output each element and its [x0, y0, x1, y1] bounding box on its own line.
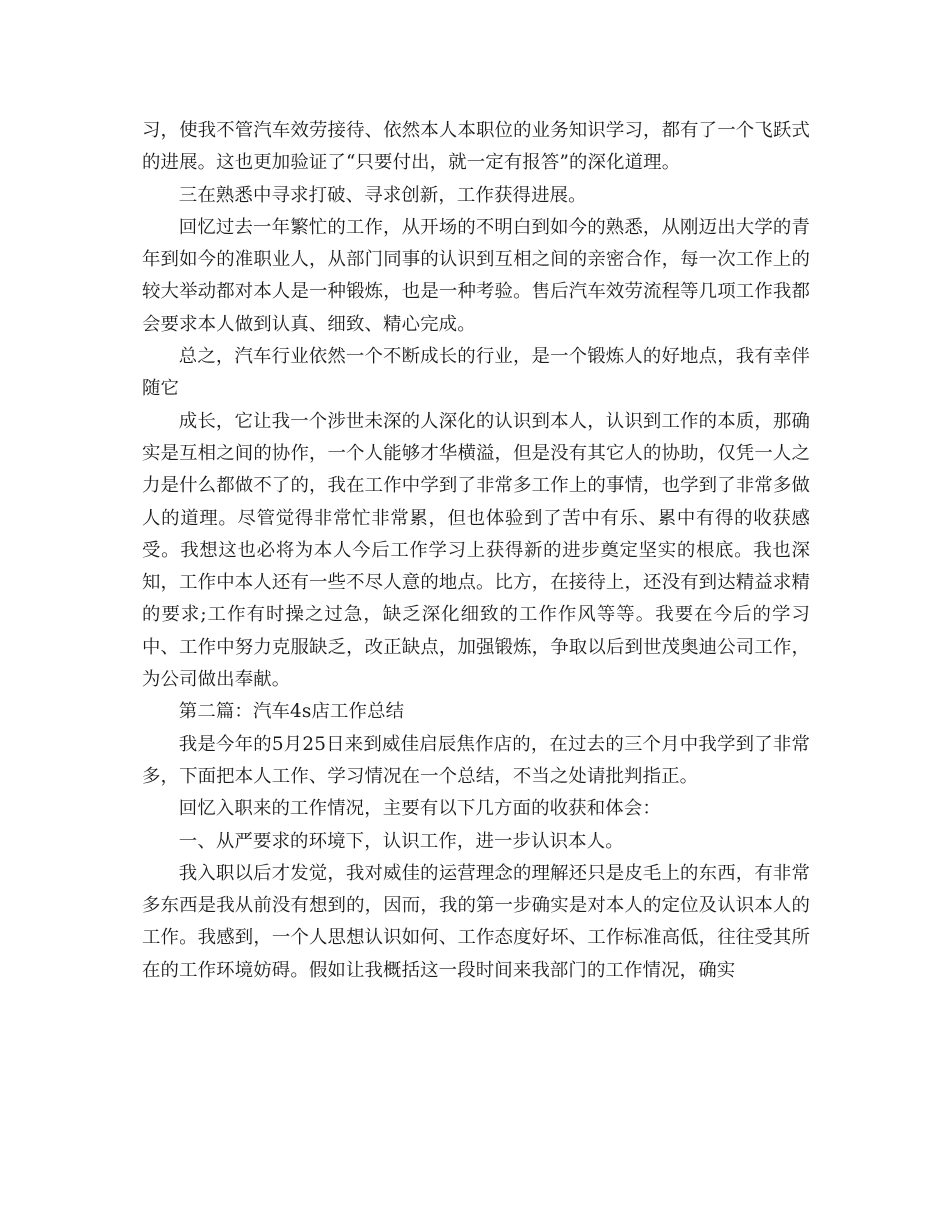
paragraph-8: 回忆入职来的工作情况，主要有以下几方面的收获和体会： [178, 798, 661, 820]
document-body [142, 115, 810, 987]
paragraph-4: 总之，汽车行业依然一个不断成长的行业，是一个锻炼人的好地点，我有幸伴随它 [142, 346, 810, 400]
paragraph-10: 我入职以后才发觉，我对威佳的运营理念的理解还只是皮毛上的东西，有非常多东西是我从前没有想到的，因而，我的第一步确实是对本人的定位及认识本人的工作。我感到，一个人思想认识如何、工作态度好坏、工作标准高低，往往受其所在的工作环境妨碍。假如让我概括这一段时间来我部门的工作情况，确实 [142, 862, 810, 981]
section-heading-2: 第二篇：汽车4s店工作总结 [178, 701, 405, 723]
paragraph-2: 三在熟悉中寻求打破、寻求创新，工作获得进展。 [178, 184, 587, 206]
paragraph-7: 我是今年的5月25日来到威佳启辰焦作店的，在过去的三个月中我学到了非常多，下面把本人工作、学习情况在一个总结，不当之处请批判指正。 [142, 733, 810, 787]
subheading-1: 一、从严要求的环境下，认识工作，进一步认识本人。 [178, 830, 624, 852]
paragraph-5: 成长，它让我一个涉世未深的人深化的认识到本人，认识到工作的本质，那确实是互相之间的协作，一个人能够才华横溢，但是没有其它人的协助，仅凭一人之力是什么都做不了的，我在工作中学到了非常多工作上的事情，也学到了非常多做人的道理。尽管觉得非常忙非常累，但也体验到了苦中有乐、累中有得的收获感受。我想这也必将为本人今后工作学习上获得新的进步奠定坚实的根底。我也深知，工作中本人还有一些不尽人意的地点。比方，在接待上，还没有到达精益求精的要求;工作有时操之过急，缺乏深化细致的工作作风等等。我要在今后的学习中、工作中努力克服缺乏，改正缺点，加强锻炼，争取以后到世茂奥迪公司工作，为公司做出奉献。 [142, 410, 810, 691]
paragraph-3: 回忆过去一年繁忙的工作，从开场的不明白到如今的熟悉，从刚迈出大学的青年到如今的准职业人，从部门同事的认识到互相之间的亲密合作，每一次工作上的较大举动都对本人是一种锻炼，也是一种考验。售后汽车效劳流程等几项工作我都会要求本人做到认真、细致、精心完成。 [142, 216, 810, 335]
paragraph-1: 习，使我不管汽车效劳接待、依然本人本职位的业务知识学习，都有了一个飞跃式的进展。这也更加验证了“只要付出，就一定有报答”的深化道理。 [142, 120, 810, 174]
